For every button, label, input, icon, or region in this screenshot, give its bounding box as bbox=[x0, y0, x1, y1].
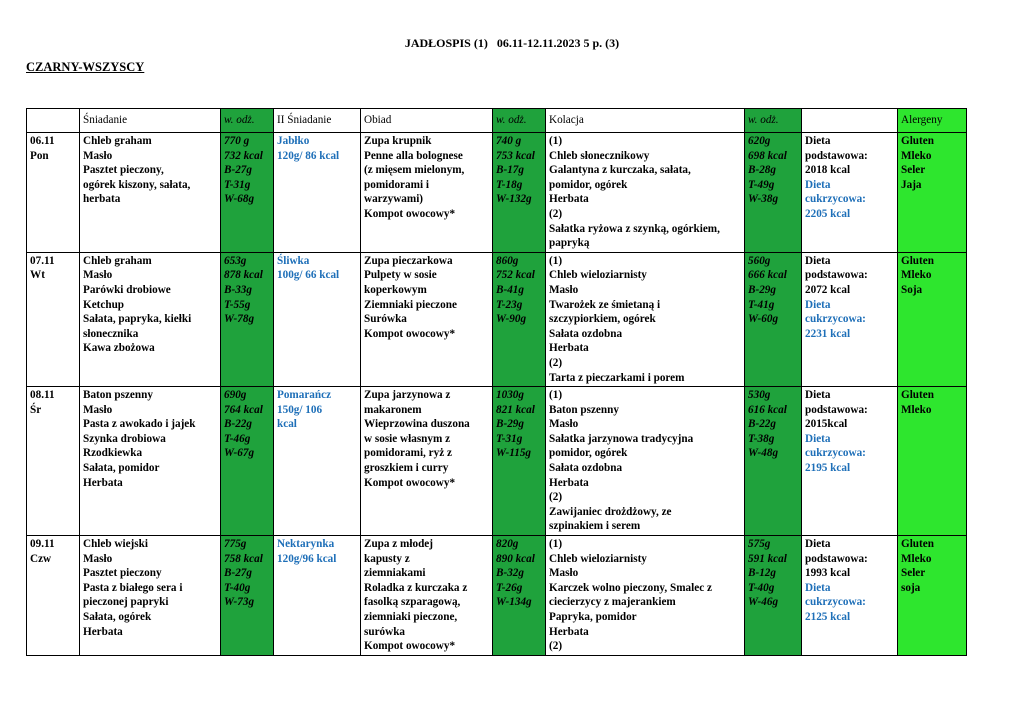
diet-diabetic-line: Dieta bbox=[805, 581, 831, 594]
dinner-line: Zawijaniec drożdżowy, ze bbox=[549, 505, 672, 518]
lunch-nutrition-line: B-41g bbox=[496, 283, 524, 296]
day-cell bbox=[27, 536, 80, 656]
allergens-line: Seler bbox=[901, 164, 926, 177]
lunch-line: ziemniaki pieczone, bbox=[364, 611, 458, 623]
diet-basic-line: 2072 kcal bbox=[805, 283, 851, 296]
diet-basic-line: podstawowa: bbox=[805, 552, 868, 565]
lunch-cell bbox=[361, 387, 493, 536]
lunch-line: Wieprzowina duszona bbox=[364, 418, 470, 431]
dinner-nutrition-line: 666 kcal bbox=[748, 269, 787, 282]
day-cell bbox=[27, 133, 80, 253]
diet-cell bbox=[802, 252, 898, 386]
breakfast-nutrition-line: W-67g bbox=[224, 447, 255, 460]
dinner-nutrition-line: W-60g bbox=[748, 313, 779, 326]
day-of-week: Wt bbox=[30, 269, 45, 282]
lunch-nutrition-line: W-134g bbox=[496, 596, 532, 609]
dinner-nutrition-line: W-38g bbox=[748, 193, 779, 206]
second-breakfast-line: 100g/ 66 kcal bbox=[277, 269, 340, 282]
lunch-line: Ziemniaki pieczone bbox=[364, 298, 457, 311]
dinner-line: (2) bbox=[549, 640, 563, 653]
diet-basic-line: Dieta bbox=[805, 254, 831, 267]
lunch-nutrition-line: 753 kcal bbox=[496, 149, 535, 162]
header-breakfast: Śniadanie bbox=[80, 109, 221, 133]
dinner-nutrition-line: 530g bbox=[748, 389, 771, 402]
dinner-line: Sałatka ryżowa z szynką, ogórkiem, bbox=[549, 222, 720, 235]
breakfast-line: Kawa zbożowa bbox=[83, 342, 155, 355]
dinner-cell bbox=[546, 536, 745, 656]
diet-cell bbox=[802, 536, 898, 656]
dinner-nutrition-line: W-48g bbox=[748, 447, 779, 460]
breakfast-nutrition-line: B-27g bbox=[224, 567, 252, 580]
lunch-nutrition-line: 860g bbox=[496, 254, 519, 267]
dinner-line: Twarożek ze śmietaną i bbox=[549, 298, 661, 311]
lunch-line: w sosie własnym z bbox=[364, 432, 451, 445]
second-breakfast-line: kcal bbox=[277, 418, 297, 431]
breakfast-line: Masło bbox=[83, 269, 113, 282]
lunch-line: surówka bbox=[364, 625, 406, 638]
dinner-line: Karczek wolno pieczony, Smalec z bbox=[549, 581, 712, 594]
lunch-nutrition-line: T-26g bbox=[496, 581, 523, 594]
lunch-line: Kompot owocowy* bbox=[364, 640, 456, 653]
dinner-line: Sałatka jarzynowa tradycyjna bbox=[549, 432, 694, 445]
dinner-nutrition-line: B-12g bbox=[748, 567, 776, 580]
breakfast-nutrition-line: T-31g bbox=[224, 178, 251, 191]
allergens-line: soja bbox=[901, 581, 921, 594]
diet-diabetic-line: 2195 kcal bbox=[805, 462, 851, 475]
breakfast-nutrition-line: T-46g bbox=[224, 432, 251, 445]
diet-diabetic-line: Dieta bbox=[805, 298, 831, 311]
lunch-line: Pulpety w sosie bbox=[364, 269, 437, 282]
day-row bbox=[27, 252, 967, 386]
dinner-line: Herbata bbox=[549, 342, 589, 355]
lunch-nutrition-line: 1030g bbox=[496, 389, 524, 402]
dinner-nutrition-line: B-29g bbox=[748, 283, 776, 296]
second-breakfast-cell bbox=[274, 387, 361, 536]
dinner-line: Chleb słonecznikowy bbox=[549, 149, 650, 162]
dinner-nutrition-line: 616 kcal bbox=[748, 403, 787, 416]
day-date: 08.11 bbox=[30, 389, 55, 402]
second-breakfast-line: Śliwka bbox=[277, 254, 310, 267]
second-breakfast-line: Jabłko bbox=[277, 135, 310, 147]
day-cell bbox=[27, 387, 80, 536]
second-breakfast-line: 150g/ 106 bbox=[277, 403, 323, 416]
dinner-line: Masło bbox=[549, 418, 579, 431]
page-title: JADŁOSPIS (1) 06.11-12.11.2023 5 p. (3) bbox=[404, 36, 620, 50]
allergens-line: Gluten bbox=[901, 538, 934, 551]
dinner-line: Tarta z pieczarkami i porem bbox=[549, 371, 685, 384]
lunch-cell bbox=[361, 536, 493, 656]
dinner-line: papryką bbox=[549, 237, 590, 250]
breakfast-line: Rzodkiewka bbox=[83, 447, 143, 460]
allergens-line: Mleko bbox=[901, 269, 932, 282]
breakfast-line: słonecznika bbox=[83, 327, 139, 340]
lunch-nutrition-line: B-32g bbox=[496, 567, 524, 580]
lunch-nutrition-line: 752 kcal bbox=[496, 269, 535, 282]
second-breakfast-cell bbox=[274, 133, 361, 253]
breakfast-nutrition-cell bbox=[221, 387, 274, 536]
breakfast-nutrition-line: 775g bbox=[224, 538, 247, 551]
dinner-nutrition-cell bbox=[745, 252, 802, 386]
breakfast-nutrition-line: T-55g bbox=[224, 298, 251, 311]
day-date: 07.11 bbox=[30, 254, 55, 267]
diet-basic-line: podstawowa: bbox=[805, 149, 868, 162]
dinner-nutrition-line: T-40g bbox=[748, 581, 775, 594]
lunch-line: Zupa z młodej bbox=[364, 538, 433, 551]
breakfast-line: Chleb wiejski bbox=[83, 538, 148, 551]
allergens-line: Mleko bbox=[901, 552, 932, 565]
breakfast-line: Masło bbox=[83, 403, 113, 416]
header-day bbox=[27, 109, 80, 133]
diet-basic-line: 1993 kcal bbox=[805, 567, 851, 580]
breakfast-line: herbata bbox=[83, 193, 121, 206]
header-dinner: Kolacja bbox=[546, 109, 745, 133]
header-row bbox=[27, 109, 967, 133]
breakfast-line: Pasztet pieczony, bbox=[83, 164, 164, 177]
dinner-nutrition-line: W-46g bbox=[748, 596, 779, 609]
diet-basic-line: Dieta bbox=[805, 389, 831, 402]
day-date: 06.11 bbox=[30, 135, 55, 147]
lunch-nutrition-line: T-31g bbox=[496, 432, 523, 445]
breakfast-nutrition-line: B-22g bbox=[224, 418, 252, 431]
header-breakfast-nutrition: w. odż. bbox=[221, 109, 274, 133]
breakfast-nutrition-line: 732 kcal bbox=[224, 149, 263, 162]
lunch-line: Kompot owocowy* bbox=[364, 476, 456, 489]
lunch-nutrition-line: 740 g bbox=[496, 135, 522, 147]
day-row bbox=[27, 387, 967, 536]
dinner-line: (1) bbox=[549, 254, 563, 267]
diet-basic-line: 2015kcal bbox=[805, 418, 848, 431]
lunch-cell bbox=[361, 133, 493, 253]
day-of-week: Śr bbox=[30, 403, 42, 416]
diet-diabetic-line: cukrzycowa: bbox=[805, 313, 866, 326]
breakfast-nutrition-cell bbox=[221, 252, 274, 386]
dinner-cell bbox=[546, 133, 745, 253]
breakfast-line: Baton pszenny bbox=[83, 389, 153, 402]
lunch-nutrition-line: 890 kcal bbox=[496, 552, 535, 565]
diet-diabetic-line: Dieta bbox=[805, 178, 831, 191]
lunch-nutrition-line: B-17g bbox=[496, 164, 524, 177]
lunch-nutrition-line: W-132g bbox=[496, 193, 532, 206]
dinner-line: Baton pszenny bbox=[549, 403, 619, 416]
dinner-nutrition-line: 620g bbox=[748, 135, 771, 147]
breakfast-line: Pasztet pieczony bbox=[83, 567, 162, 580]
diet-diabetic-line: cukrzycowa: bbox=[805, 447, 866, 460]
diet-diabetic-line: 2231 kcal bbox=[805, 327, 851, 340]
lunch-cell bbox=[361, 252, 493, 386]
lunch-line: Zupa krupnik bbox=[364, 135, 432, 147]
breakfast-line: Chleb graham bbox=[83, 135, 152, 147]
breakfast-nutrition-line: 878 kcal bbox=[224, 269, 263, 282]
diet-basic-line: podstawowa: bbox=[805, 403, 868, 416]
breakfast-cell bbox=[80, 536, 221, 656]
dinner-nutrition-line: 698 kcal bbox=[748, 149, 787, 162]
breakfast-cell bbox=[80, 133, 221, 253]
dinner-line: pomidor, ogórek bbox=[549, 178, 628, 191]
dinner-line: (1) bbox=[549, 389, 563, 402]
allergens-line: Gluten bbox=[901, 389, 934, 402]
header-diet bbox=[802, 109, 898, 133]
dinner-line: szpinakiem i serem bbox=[549, 520, 641, 533]
breakfast-line: Pasta z awokado i jajek bbox=[83, 418, 196, 431]
second-breakfast-cell bbox=[274, 536, 361, 656]
dinner-line: Masło bbox=[549, 567, 579, 580]
diet-basic-line: 2018 kcal bbox=[805, 164, 851, 177]
breakfast-line: Pasta z białego sera i bbox=[83, 581, 183, 594]
lunch-line: groszkiem i curry bbox=[364, 462, 449, 475]
day-of-week: Czw bbox=[30, 552, 52, 565]
breakfast-line: Herbata bbox=[83, 625, 123, 638]
dinner-line: szczypiorkiem, ogórek bbox=[549, 313, 656, 326]
dinner-nutrition-line: T-38g bbox=[748, 432, 775, 445]
lunch-line: Penne alla bolognese bbox=[364, 149, 463, 162]
header-second-breakfast: II Śniadanie bbox=[274, 109, 361, 133]
dinner-nutrition-line: B-28g bbox=[748, 164, 776, 177]
dinner-cell bbox=[546, 387, 745, 536]
allergens-line: Gluten bbox=[901, 254, 934, 267]
second-breakfast-line: Pomarańcz bbox=[277, 389, 332, 402]
breakfast-nutrition-cell bbox=[221, 536, 274, 656]
lunch-nutrition-cell bbox=[493, 536, 546, 656]
dinner-line: Sałata ozdobna bbox=[549, 462, 623, 475]
dinner-line: pomidor, ogórek bbox=[549, 447, 628, 460]
lunch-line: kapusty z bbox=[364, 552, 410, 565]
dinner-line: Herbata bbox=[549, 476, 589, 489]
dinner-line: ciecierzycy z majerankiem bbox=[549, 596, 676, 609]
diet-diabetic-line: Dieta bbox=[805, 432, 831, 445]
lunch-nutrition-line: 821 kcal bbox=[496, 403, 535, 416]
allergens-line: Mleko bbox=[901, 149, 932, 162]
diet-diabetic-line: cukrzycowa: bbox=[805, 193, 866, 206]
dinner-nutrition-line: B-22g bbox=[748, 418, 776, 431]
breakfast-line: Parówki drobiowe bbox=[83, 283, 171, 296]
lunch-nutrition-line: W-115g bbox=[496, 447, 532, 460]
group-subtitle: CZARNY-WSZYSCY bbox=[26, 60, 145, 74]
lunch-line: makaronem bbox=[364, 403, 422, 416]
dinner-line: (2) bbox=[549, 356, 563, 369]
dinner-line: Galantyna z kurczaka, sałata, bbox=[549, 164, 691, 177]
breakfast-nutrition-line: T-40g bbox=[224, 581, 251, 594]
dinner-cell bbox=[546, 252, 745, 386]
breakfast-nutrition-line: 770 g bbox=[224, 135, 250, 147]
lunch-line: Kompot owocowy* bbox=[364, 207, 456, 220]
breakfast-line: ogórek kiszony, sałata, bbox=[83, 178, 191, 191]
lunch-nutrition-line: T-23g bbox=[496, 298, 523, 311]
breakfast-line: Sałata, papryka, kiełki bbox=[83, 313, 192, 326]
breakfast-nutrition-line: B-27g bbox=[224, 164, 252, 177]
dinner-nutrition-line: 591 kcal bbox=[748, 552, 787, 565]
day-row bbox=[27, 536, 967, 656]
breakfast-line: Chleb graham bbox=[83, 254, 152, 267]
lunch-nutrition-line: T-18g bbox=[496, 178, 523, 191]
breakfast-line: Szynka drobiowa bbox=[83, 432, 166, 445]
second-breakfast-line: Nektarynka bbox=[277, 538, 335, 551]
dinner-line: Chleb wieloziarnisty bbox=[549, 269, 647, 282]
second-breakfast-line: 120g/ 86 kcal bbox=[277, 149, 340, 162]
dinner-line: Herbata bbox=[549, 193, 589, 206]
breakfast-cell bbox=[80, 387, 221, 536]
day-of-week: Pon bbox=[30, 149, 49, 162]
allergens-cell bbox=[898, 387, 967, 536]
breakfast-line: Herbata bbox=[83, 476, 123, 489]
diet-cell bbox=[802, 387, 898, 536]
breakfast-line: Ketchup bbox=[83, 298, 125, 311]
allergens-line: Jaja bbox=[901, 178, 922, 191]
day-cell bbox=[27, 252, 80, 386]
diet-basic-line: podstawowa: bbox=[805, 269, 868, 282]
lunch-nutrition-line: 820g bbox=[496, 538, 519, 551]
menu-table bbox=[26, 108, 967, 656]
breakfast-line: Masło bbox=[83, 552, 113, 565]
breakfast-nutrition-line: B-33g bbox=[224, 283, 252, 296]
diet-diabetic-line: 2125 kcal bbox=[805, 611, 851, 623]
allergens-cell bbox=[898, 252, 967, 386]
lunch-nutrition-line: B-29g bbox=[496, 418, 524, 431]
allergens-line: Mleko bbox=[901, 403, 932, 416]
breakfast-line: pieczonej papryki bbox=[83, 596, 169, 609]
allergens-cell bbox=[898, 133, 967, 253]
dinner-line: (1) bbox=[549, 135, 563, 147]
dinner-nutrition-cell bbox=[745, 133, 802, 253]
breakfast-nutrition-line: W-73g bbox=[224, 596, 255, 609]
breakfast-nutrition-line: 758 kcal bbox=[224, 552, 263, 565]
lunch-line: pomidorami, ryż z bbox=[364, 447, 452, 460]
header-lunch-nutrition: w. odż. bbox=[493, 109, 546, 133]
breakfast-nutrition-line: W-78g bbox=[224, 313, 255, 326]
lunch-nutrition-line: W-90g bbox=[496, 313, 527, 326]
breakfast-nutrition-line: 764 kcal bbox=[224, 403, 263, 416]
lunch-line: koperkowym bbox=[364, 283, 427, 296]
lunch-line: Zupa jarzynowa z bbox=[364, 389, 451, 402]
breakfast-nutrition-cell bbox=[221, 133, 274, 253]
dinner-line: (2) bbox=[549, 207, 563, 220]
dinner-nutrition-line: T-41g bbox=[748, 298, 775, 311]
breakfast-line: Masło bbox=[83, 149, 113, 162]
dinner-line: (2) bbox=[549, 491, 563, 504]
dinner-nutrition-line: 575g bbox=[748, 538, 771, 551]
dinner-line: (1) bbox=[549, 538, 563, 551]
breakfast-nutrition-line: W-68g bbox=[224, 193, 255, 206]
dinner-nutrition-cell bbox=[745, 536, 802, 656]
lunch-nutrition-cell bbox=[493, 252, 546, 386]
second-breakfast-cell bbox=[274, 252, 361, 386]
day-row bbox=[27, 133, 967, 253]
allergens-line: Seler bbox=[901, 567, 926, 580]
diet-diabetic-line: cukrzycowa: bbox=[805, 596, 866, 609]
lunch-nutrition-cell bbox=[493, 387, 546, 536]
breakfast-nutrition-line: 653g bbox=[224, 254, 247, 267]
breakfast-cell bbox=[80, 252, 221, 386]
allergens-line: Soja bbox=[901, 283, 923, 296]
diet-basic-line: Dieta bbox=[805, 135, 831, 147]
diet-diabetic-line: 2205 kcal bbox=[805, 207, 851, 220]
diet-basic-line: Dieta bbox=[805, 538, 831, 551]
allergens-line: Gluten bbox=[901, 135, 934, 147]
breakfast-nutrition-line: 690g bbox=[224, 389, 247, 402]
lunch-line: Zupa pieczarkowa bbox=[364, 254, 453, 267]
breakfast-line: Sałata, ogórek bbox=[83, 611, 152, 623]
dinner-line: Herbata bbox=[549, 625, 589, 638]
breakfast-line: Sałata, pomidor bbox=[83, 462, 160, 475]
lunch-line: pomidorami i bbox=[364, 178, 429, 191]
dinner-line: Chleb wieloziarnisty bbox=[549, 552, 647, 565]
lunch-line: Roladka z kurczaka z bbox=[364, 581, 468, 594]
header-dinner-nutrition: w. odż. bbox=[745, 109, 802, 133]
dinner-nutrition-line: 560g bbox=[748, 254, 771, 267]
diet-cell bbox=[802, 133, 898, 253]
dinner-nutrition-line: T-49g bbox=[748, 178, 775, 191]
lunch-line: warzywami) bbox=[364, 193, 424, 206]
lunch-line: fasolką szparagową, bbox=[364, 596, 461, 609]
lunch-line: Surówka bbox=[364, 313, 407, 326]
header-allergens: Alergeny bbox=[898, 109, 967, 133]
dinner-nutrition-cell bbox=[745, 387, 802, 536]
day-date: 09.11 bbox=[30, 538, 55, 551]
dinner-line: Sałata ozdobna bbox=[549, 327, 623, 340]
second-breakfast-line: 120g/96 kcal bbox=[277, 552, 337, 565]
header-lunch: Obiad bbox=[361, 109, 493, 133]
lunch-line: ziemniakami bbox=[364, 567, 426, 580]
lunch-nutrition-cell bbox=[493, 133, 546, 253]
dinner-line: Papryka, pomidor bbox=[549, 611, 637, 623]
lunch-line: Kompot owocowy* bbox=[364, 327, 456, 340]
dinner-line: Masło bbox=[549, 283, 579, 296]
allergens-cell bbox=[898, 536, 967, 656]
lunch-line: (z mięsem mielonym, bbox=[364, 164, 465, 177]
